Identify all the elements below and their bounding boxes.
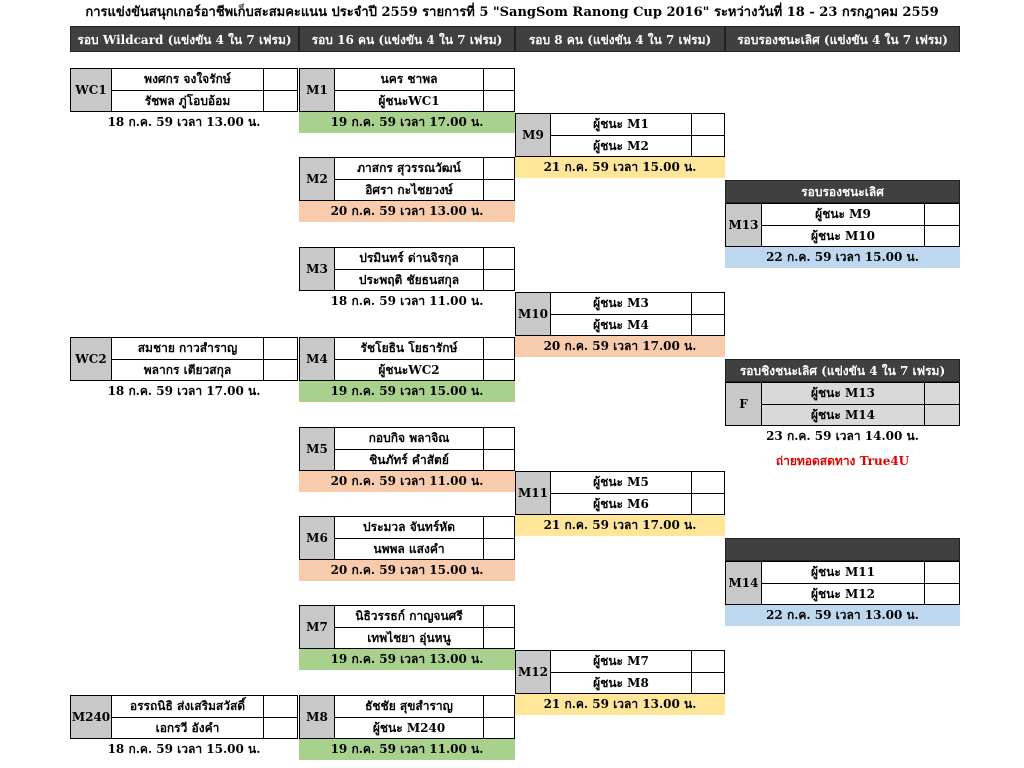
player-name: กอบกิจ พลาจิณ xyxy=(334,427,484,450)
match-date: 18 ก.ค. 59 เวลา 11.00 น. xyxy=(330,294,484,308)
round-header-semifinal: รอบรองชนะเลิศ (แข่งขัน 4 ใน 7 เฟรม) xyxy=(725,26,960,52)
score-cell xyxy=(263,68,298,91)
score-cell xyxy=(483,269,515,291)
score-cell xyxy=(924,583,960,605)
score-cell xyxy=(483,427,515,450)
player-name: นิธิวรรธก์ กาญจนศรี xyxy=(334,605,484,628)
player-name: ภาสกร สุวรรณวัฒน์ xyxy=(334,157,484,180)
player-name: พงศกร จงใจรักษ์ xyxy=(111,68,264,91)
score-cell xyxy=(924,225,960,247)
player-name: ผู้ชนะ M4 xyxy=(550,314,692,336)
score-cell xyxy=(483,627,515,649)
score-cell xyxy=(483,449,515,471)
match-date: 22 ก.ค. 59 เวลา 15.00 น. xyxy=(725,247,960,268)
player-name: อรรถนิธิ ส่งเสริมสวัสดิ์ xyxy=(111,695,264,718)
player-name: สมชาย กาวสำราญ xyxy=(111,337,264,360)
player-name: ผู้ชนะ M11 xyxy=(761,561,925,584)
score-cell xyxy=(483,516,515,539)
score-cell xyxy=(483,337,515,360)
match-date: 20 ก.ค. 59 เวลา 17.00 น. xyxy=(515,336,725,357)
match-date: 21 ก.ค. 59 เวลา 17.00 น. xyxy=(515,515,725,536)
score-cell xyxy=(483,68,515,91)
score-cell xyxy=(924,561,960,584)
player-name: ผู้ชนะ M13 xyxy=(761,382,925,405)
match-code: M14 xyxy=(725,561,762,605)
match-code: M4 xyxy=(299,337,335,381)
page-title: การแข่งขันสนุกเกอร์อาชีพเก็บสะสมคะแนน ประจำปี 2559 รายการที่ 5 "SangSom Ranong Cup 2016" ระหว่างวันที่ 18 - 23 กรกฎาคม 2559 xyxy=(85,5,939,20)
match-date: 19 ก.ค. 59 เวลา 13.00 น. xyxy=(299,649,515,670)
player-name: เอกรวี อังคำ xyxy=(111,717,264,739)
match-code: WC1 xyxy=(70,68,112,112)
player-name: ผู้ชนะWC2 xyxy=(334,359,484,381)
match-m3 xyxy=(299,247,515,291)
match-date: 20 ก.ค. 59 เวลา 15.00 น. xyxy=(299,560,515,581)
player-name: ผู้ชนะ M7 xyxy=(550,650,692,673)
player-name: ผู้ชนะ M9 xyxy=(761,203,925,226)
score-cell xyxy=(691,672,725,694)
match-m240 xyxy=(70,695,298,739)
match-date: 21 ก.ค. 59 เวลา 13.00 น. xyxy=(515,694,725,715)
match-date: 19 ก.ค. 59 เวลา 15.00 น. xyxy=(299,381,515,402)
score-cell xyxy=(483,695,515,718)
score-cell xyxy=(483,179,515,201)
match-code: M13 xyxy=(725,203,762,247)
match-code: M1 xyxy=(299,68,335,112)
score-cell xyxy=(691,471,725,494)
score-cell xyxy=(691,113,725,136)
match-code: M5 xyxy=(299,427,335,471)
player-name: ประมวล จันทร์หัด xyxy=(334,516,484,539)
match-m2 xyxy=(299,157,515,201)
score-cell xyxy=(924,382,960,405)
match-code: WC2 xyxy=(70,337,112,381)
match-m6 xyxy=(299,516,515,560)
match-code: M6 xyxy=(299,516,335,560)
broadcast-note: ถ่ายทอดสดทาง True4U xyxy=(775,454,910,468)
match-date: 20 ก.ค. 59 เวลา 13.00 น. xyxy=(299,201,515,222)
player-name: ผู้ชนะ M12 xyxy=(761,583,925,605)
player-name: ผู้ชนะ M240 xyxy=(334,717,484,739)
score-cell xyxy=(924,404,960,426)
player-name: ผู้ชนะ M6 xyxy=(550,493,692,515)
match-wc1 xyxy=(70,68,298,112)
match-m4 xyxy=(299,337,515,381)
player-name: รัชโยธิน โยธารักษ์ xyxy=(334,337,484,360)
player-name: ธัชชัย สุขสำราญ xyxy=(334,695,484,718)
match-m12 xyxy=(515,650,725,694)
match-wc2 xyxy=(70,337,298,381)
match-date: 23 ก.ค. 59 เวลา 14.00 น. xyxy=(766,429,919,443)
match-date: 22 ก.ค. 59 เวลา 13.00 น. xyxy=(725,605,960,626)
player-name: พลากร เตียวสกุล xyxy=(111,359,264,381)
match-m11 xyxy=(515,471,725,515)
match-date: 19 ก.ค. 59 เวลา 11.00 น. xyxy=(299,739,515,760)
match-m9 xyxy=(515,113,725,157)
match-m1 xyxy=(299,68,515,112)
player-name: อิศรา กะไชยวงษ์ xyxy=(334,179,484,201)
match-date: 21 ก.ค. 59 เวลา 15.00 น. xyxy=(515,157,725,178)
match-code: M240 xyxy=(70,695,112,739)
final-section-header: รอบชิงชนะเลิศ (แข่งขัน 4 ใน 7 เฟรม) xyxy=(725,359,960,382)
player-name: ผู้ชนะ M5 xyxy=(550,471,692,494)
score-cell xyxy=(483,247,515,270)
score-cell xyxy=(263,717,298,739)
player-name: นคร ชาพล xyxy=(334,68,484,91)
match-m13 xyxy=(725,203,960,247)
player-name: ผู้ชนะ M1 xyxy=(550,113,692,136)
match-date: 20 ก.ค. 59 เวลา 11.00 น. xyxy=(299,471,515,492)
score-cell xyxy=(483,359,515,381)
match-code: M3 xyxy=(299,247,335,291)
player-name: ผู้ชนะWC1 xyxy=(334,90,484,112)
match-code: F xyxy=(725,382,762,426)
match-code: M11 xyxy=(515,471,551,515)
match-m10 xyxy=(515,292,725,336)
score-cell xyxy=(691,135,725,157)
match-m7 xyxy=(299,605,515,649)
semifinal-2-section-header xyxy=(725,538,960,561)
player-name: ผู้ชนะ M3 xyxy=(550,292,692,315)
match-date: 18 ก.ค. 59 เวลา 15.00 น. xyxy=(107,742,261,756)
match-code: M12 xyxy=(515,650,551,694)
score-cell xyxy=(691,314,725,336)
score-cell xyxy=(691,292,725,315)
match-date: 18 ก.ค. 59 เวลา 17.00 น. xyxy=(107,384,261,398)
score-cell xyxy=(483,538,515,560)
semifinal-section-header: รอบรองชนะเลิศ xyxy=(725,180,960,203)
player-name: รัชพล ภู่โอบอ้อม xyxy=(111,90,264,112)
score-cell xyxy=(483,717,515,739)
match-code: M10 xyxy=(515,292,551,336)
player-name: ผู้ชนะ M8 xyxy=(550,672,692,694)
match-date: 19 ก.ค. 59 เวลา 17.00 น. xyxy=(299,112,515,133)
match-date: 18 ก.ค. 59 เวลา 13.00 น. xyxy=(107,115,261,129)
player-name: ผู้ชนะ M2 xyxy=(550,135,692,157)
score-cell xyxy=(691,650,725,673)
player-name: ประพฤติ ชัยธนสกุล xyxy=(334,269,484,291)
player-name: เทพไชยา อุ่นหนู xyxy=(334,627,484,649)
match-m14 xyxy=(725,561,960,605)
round-header-16: รอบ 16 คน (แข่งขัน 4 ใน 7 เฟรม) xyxy=(299,26,515,52)
player-name: ปรมินทร์ ด่านจิรกุล xyxy=(334,247,484,270)
round-header-wildcard: รอบ Wildcard (แข่งขัน 4 ใน 7 เฟรม) xyxy=(70,26,299,52)
match-code: M8 xyxy=(299,695,335,739)
score-cell xyxy=(483,605,515,628)
match-m8 xyxy=(299,695,515,739)
score-cell xyxy=(691,493,725,515)
player-name: ผู้ชนะ M10 xyxy=(761,225,925,247)
round-header-8: รอบ 8 คน (แข่งขัน 4 ใน 7 เฟรม) xyxy=(515,26,725,52)
score-cell xyxy=(263,695,298,718)
score-cell xyxy=(483,90,515,112)
match-code: M7 xyxy=(299,605,335,649)
match-code: M9 xyxy=(515,113,551,157)
score-cell xyxy=(263,337,298,360)
score-cell xyxy=(263,90,298,112)
match-f xyxy=(725,382,960,426)
score-cell xyxy=(924,203,960,226)
score-cell xyxy=(483,157,515,180)
player-name: ผู้ชนะ M14 xyxy=(761,404,925,426)
player-name: ชินภัทร์ คำสัตย์ xyxy=(334,449,484,471)
score-cell xyxy=(263,359,298,381)
match-m5 xyxy=(299,427,515,471)
match-code: M2 xyxy=(299,157,335,201)
player-name: นพพล แสงคำ xyxy=(334,538,484,560)
